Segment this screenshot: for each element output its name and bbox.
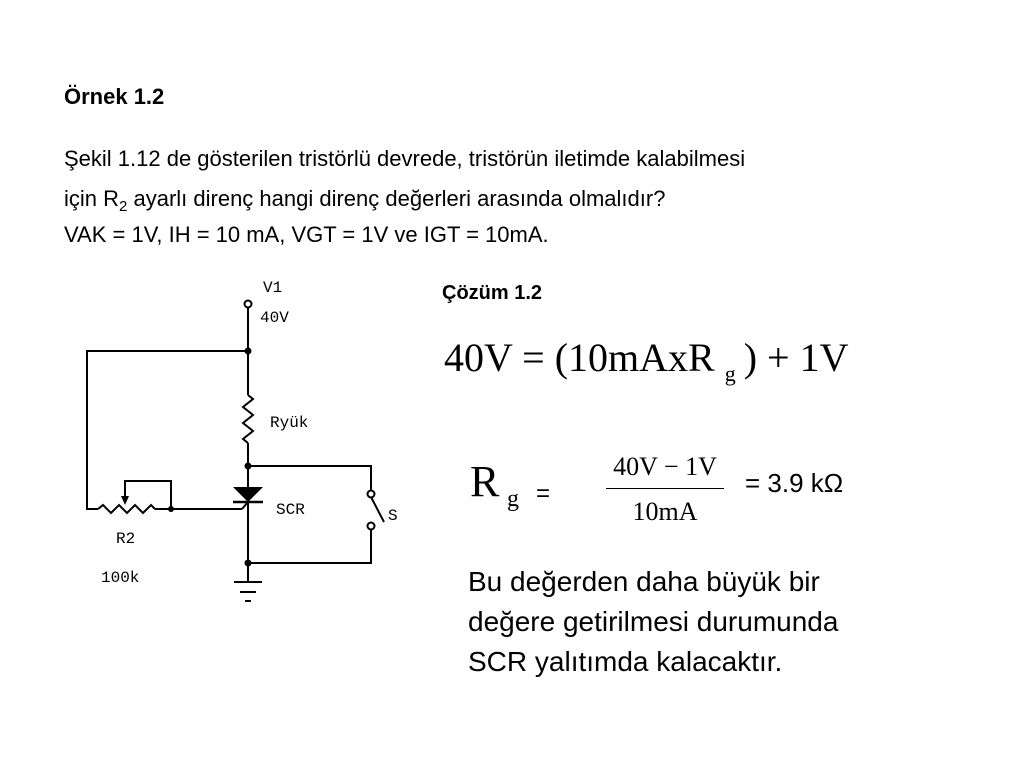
problem-line-3: VAK = 1V, IH = 10 mA, VGT = 1V ve IGT = 10mA. <box>64 222 549 247</box>
r2-wiper-wire <box>125 481 171 509</box>
junction-dot <box>245 463 252 470</box>
rg-subscript: g <box>507 486 519 512</box>
wire-left-loop <box>87 351 248 509</box>
solution-title: Çözüm 1.2 <box>442 282 543 304</box>
equation-1-subscript: g <box>724 361 736 386</box>
v1-label: V1 <box>263 279 283 297</box>
fraction-numerator: 40V − 1V <box>613 452 717 481</box>
r2-label: R2 <box>116 530 136 548</box>
conclusion-line-1: Bu değerden daha büyük bir <box>468 566 820 597</box>
junction-dot <box>245 560 252 567</box>
problem-line-1: Şekil 1.12 de gösterilen tristörlü devrede, tristörün iletimde kalabilmesi <box>64 146 746 171</box>
result-value: = 3.9 kΩ <box>745 468 844 498</box>
problem-line-2-pre: için R <box>64 186 120 211</box>
scr-symbol <box>233 487 263 502</box>
example-title: Örnek 1.2 <box>64 84 165 109</box>
wire-switch-top <box>248 466 371 490</box>
switch-label: S <box>388 507 398 525</box>
r2-wiper-arrow <box>121 496 129 505</box>
switch-terminal-top <box>368 491 375 498</box>
v1-value: 40V <box>260 309 289 327</box>
conclusion-line-2: değere getirilmesi durumunda <box>468 606 839 637</box>
equation-1-left: 40V = (10mAxR <box>444 335 715 380</box>
rg-equals: = <box>536 480 551 507</box>
fraction-denominator: 10mA <box>632 497 698 526</box>
wire-switch-bottom <box>248 530 371 563</box>
load-label: Ryük <box>270 414 309 432</box>
conclusion-line-3: SCR yalıtımda kalacaktır. <box>468 646 783 677</box>
problem-line-2-post: ayarlı direnç hangi direnç değerleri arasında olmalıdır? <box>127 186 666 211</box>
load-resistor <box>243 395 253 443</box>
r2-value: 100k <box>101 569 140 587</box>
equation-1-right: ) + 1V <box>743 335 849 380</box>
scr-label: SCR <box>276 501 305 519</box>
problem-line-2-subscript: 2 <box>119 198 128 215</box>
rg-symbol: R <box>470 457 500 506</box>
v1-terminal <box>245 301 252 308</box>
junction-dot <box>168 506 174 512</box>
r2-resistor <box>98 505 155 513</box>
junction-dot <box>245 348 252 355</box>
switch-terminal-bottom <box>368 523 375 530</box>
switch-lever <box>371 497 384 522</box>
